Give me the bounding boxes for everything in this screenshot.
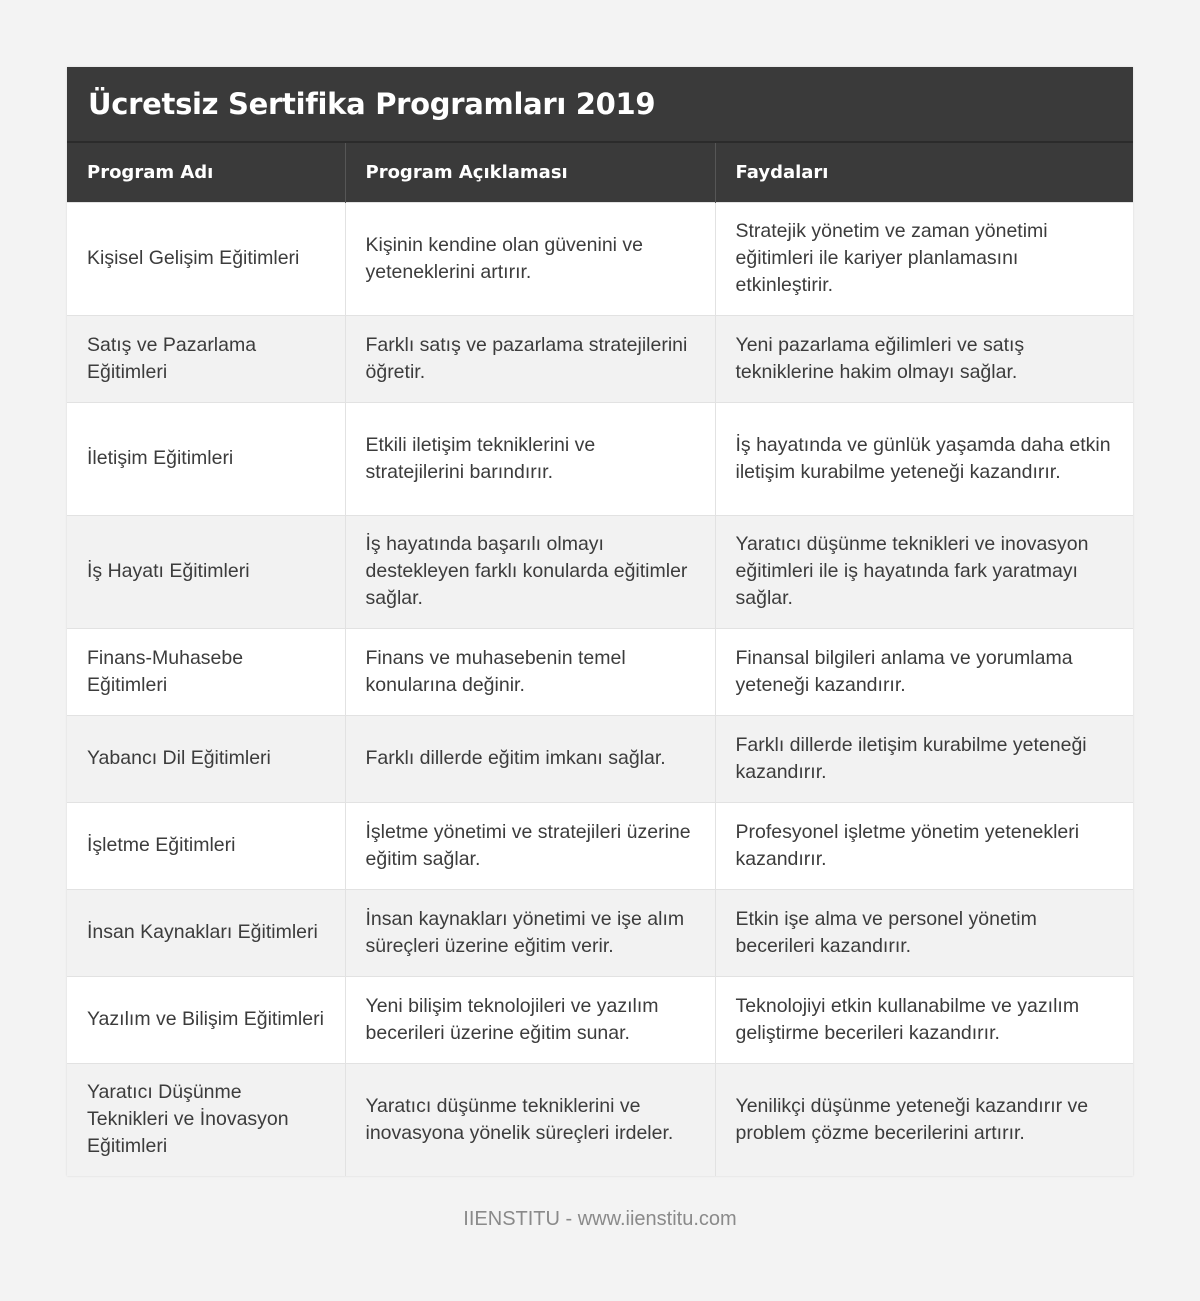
table-row bbox=[67, 628, 1133, 715]
cell-program-name: İnsan Kaynakları Eğitimleri bbox=[67, 889, 345, 976]
column-header-benefits: Faydaları bbox=[715, 143, 1133, 202]
title-bar bbox=[67, 67, 1133, 143]
table-row bbox=[67, 715, 1133, 802]
cell-program-description: Farklı satış ve pazarlama stratejilerini öğretir. bbox=[345, 315, 715, 402]
cell-benefits: Farklı dillerde iletişim kurabilme yeteneği kazandırır. bbox=[715, 715, 1133, 802]
cell-program-description: Etkili iletişim tekniklerini ve stratejilerini barındırır. bbox=[345, 402, 715, 515]
cell-program-description: Yeni bilişim teknolojileri ve yazılım becerileri üzerine eğitim sunar. bbox=[345, 976, 715, 1063]
cell-program-description: İşletme yönetimi ve stratejileri üzerine eğitim sağlar. bbox=[345, 802, 715, 889]
column-header-program-description: Program Açıklaması bbox=[345, 143, 715, 202]
cell-program-name: Satış ve Pazarlama Eğitimleri bbox=[67, 315, 345, 402]
cell-benefits: Yenilikçi düşünme yeteneği kazandırır ve problem çözme becerilerini artırır. bbox=[715, 1063, 1133, 1176]
table-card bbox=[67, 67, 1133, 1176]
cell-program-description: Kişinin kendine olan güvenini ve yeteneklerini artırır. bbox=[345, 202, 715, 315]
programs-table bbox=[67, 143, 1133, 1176]
cell-program-description: Yaratıcı düşünme tekniklerini ve inovasyona yönelik süreçleri irdeler. bbox=[345, 1063, 715, 1176]
cell-benefits: Teknolojiyi etkin kullanabilme ve yazılım geliştirme becerileri kazandırır. bbox=[715, 976, 1133, 1063]
cell-program-name: Yaratıcı Düşünme Teknikleri ve İnovasyon Eğitimleri bbox=[67, 1063, 345, 1176]
table-row bbox=[67, 976, 1133, 1063]
cell-program-name: Yazılım ve Bilişim Eğitimleri bbox=[67, 976, 345, 1063]
table-row bbox=[67, 802, 1133, 889]
table-row bbox=[67, 315, 1133, 402]
cell-program-description: Finans ve muhasebenin temel konularına değinir. bbox=[345, 628, 715, 715]
cell-program-name: İletişim Eğitimleri bbox=[67, 402, 345, 515]
cell-program-description: Farklı dillerde eğitim imkanı sağlar. bbox=[345, 715, 715, 802]
cell-benefits: Yaratıcı düşünme teknikleri ve inovasyon eğitimleri ile iş hayatında fark yaratmayı sağlar. bbox=[715, 515, 1133, 628]
table-row bbox=[67, 1063, 1133, 1176]
cell-program-name: Yabancı Dil Eğitimleri bbox=[67, 715, 345, 802]
cell-program-name: Finans-Muhasebe Eğitimleri bbox=[67, 628, 345, 715]
cell-benefits: Yeni pazarlama eğilimleri ve satış tekniklerine hakim olmayı sağlar. bbox=[715, 315, 1133, 402]
cell-benefits: Stratejik yönetim ve zaman yönetimi eğitimleri ile kariyer planlamasını etkinleştirir. bbox=[715, 202, 1133, 315]
table-header-row bbox=[67, 143, 1133, 202]
table-row bbox=[67, 402, 1133, 515]
cell-program-description: İş hayatında başarılı olmayı destekleyen farklı konularda eğitimler sağlar. bbox=[345, 515, 715, 628]
cell-benefits: İş hayatında ve günlük yaşamda daha etkin iletişim kurabilme yeteneği kazandırır. bbox=[715, 402, 1133, 515]
cell-program-description: İnsan kaynakları yönetimi ve işe alım süreçleri üzerine eğitim verir. bbox=[345, 889, 715, 976]
cell-benefits: Finansal bilgileri anlama ve yorumlama yeteneği kazandırır. bbox=[715, 628, 1133, 715]
page-title: Ücretsiz Sertifika Programları 2019 bbox=[88, 87, 656, 121]
cell-program-name: Kişisel Gelişim Eğitimleri bbox=[67, 202, 345, 315]
footer-credit: IIENSTITU - www.iienstitu.com bbox=[463, 1208, 737, 1230]
cell-benefits: Etkin işe alma ve personel yönetim becerileri kazandırır. bbox=[715, 889, 1133, 976]
table-row bbox=[67, 202, 1133, 315]
cell-program-name: İşletme Eğitimleri bbox=[67, 802, 345, 889]
table-row bbox=[67, 889, 1133, 976]
table-row bbox=[67, 515, 1133, 628]
column-header-program-name: Program Adı bbox=[67, 143, 345, 202]
cell-benefits: Profesyonel işletme yönetim yetenekleri kazandırır. bbox=[715, 802, 1133, 889]
cell-program-name: İş Hayatı Eğitimleri bbox=[67, 515, 345, 628]
